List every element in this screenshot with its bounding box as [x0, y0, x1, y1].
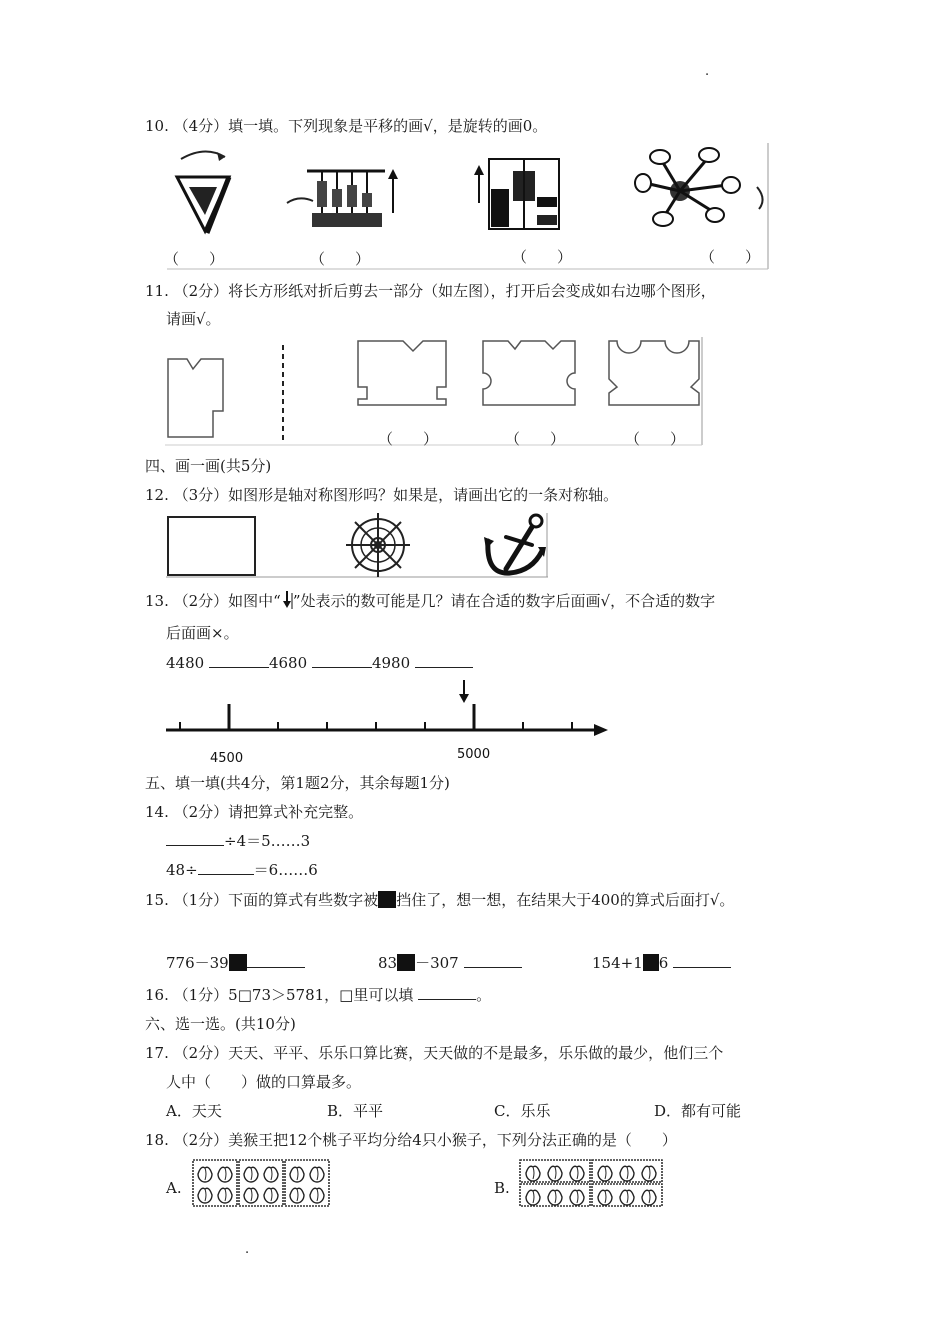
abacus-image — [287, 169, 398, 227]
q13-options — [166, 653, 473, 673]
q16-text — [145, 985, 491, 1005]
q17-text-line1 — [145, 1043, 723, 1063]
q13-option-3: 4980 — [371, 654, 411, 672]
peach-icon — [264, 1188, 278, 1203]
q11-prompt: （2分）将长方形纸对折后剪去一部分（如左图），打开后会变成如右边哪个图形， — [173, 282, 716, 300]
hidden-digit-block-icon — [378, 891, 396, 908]
peach-icon — [310, 1188, 324, 1203]
peach-icon — [244, 1167, 258, 1182]
q15-expr3-a: 154+1 — [592, 954, 643, 972]
peach-icon — [198, 1167, 212, 1182]
q13-prompt-b: ”处表示的数可能是几？请在合适的数字后面画√，不合适的数字 — [292, 592, 716, 610]
q14-equation-1 — [166, 831, 310, 851]
q17-prompt: （2分）天天、平平、乐乐口算比赛，天天做的不是最多，乐乐做的最少，他们三个 — [173, 1044, 724, 1062]
q15-blank-3[interactable] — [673, 953, 731, 968]
peach-icon — [548, 1166, 562, 1181]
q15-blank-2[interactable] — [464, 953, 522, 968]
window-image — [474, 159, 559, 229]
q11-answer-1[interactable]: （ ） — [378, 430, 439, 448]
q17-number: 17. — [145, 1044, 169, 1062]
q12-text — [145, 485, 618, 505]
peach-icon — [290, 1167, 304, 1182]
q15-expression-3 — [592, 953, 731, 973]
q13-prompt-a: （2分）如图中“ — [173, 592, 281, 610]
q16-blank[interactable] — [418, 985, 476, 1000]
section6-title: 六、选一选。(共10分) — [145, 1015, 296, 1033]
q10-answer-1[interactable]: （ ） — [164, 250, 225, 268]
peach-icon — [244, 1188, 258, 1203]
arrow-down-icon — [281, 591, 293, 609]
q18-option-a-peaches-figure[interactable] — [191, 1158, 333, 1210]
windmill-image — [635, 148, 763, 226]
footer-dot: . — [245, 1242, 250, 1257]
q11-answer-2[interactable]: （ ） — [505, 430, 566, 448]
peach-icon — [198, 1188, 212, 1203]
q15-expression-2 — [378, 953, 522, 973]
q15-prompt-b: 挡住了，想一想，在结果大于400的算式后面打√。 — [396, 891, 735, 909]
q14-equation-2 — [166, 860, 318, 880]
q15-text — [145, 890, 734, 910]
peach-icon — [642, 1166, 656, 1181]
q13-blank-3[interactable] — [415, 653, 473, 668]
q18-prompt: （2分）美猴王把12个桃子平均分给4只小猴子，下列分法正确的是（ ） — [173, 1131, 677, 1149]
q13-number: 13. — [145, 592, 169, 610]
q14-eq2-tail: ＝6……6 — [253, 861, 318, 879]
q13-option-1: 4480 — [166, 654, 205, 672]
q11-text-line1 — [145, 281, 716, 301]
q14-prompt: （2分）请把算式补充完整。 — [173, 803, 364, 821]
q15-expression-1 — [166, 953, 305, 973]
q17-option-a[interactable]: A．天天 — [166, 1102, 222, 1120]
peach-icon — [642, 1190, 656, 1205]
q18-option-b-peaches-figure[interactable] — [518, 1158, 664, 1210]
q10-figure-strip — [167, 141, 770, 271]
peach-icon — [526, 1166, 540, 1181]
q14-number: 14. — [145, 803, 169, 821]
peach-icon — [218, 1188, 232, 1203]
anchor-image — [484, 515, 546, 573]
axis-label-5000: 5000 — [457, 747, 491, 762]
number-line — [166, 678, 610, 764]
q10-text — [145, 116, 547, 136]
q15-expr2-b: －307 — [415, 954, 459, 972]
q18-number: 18. — [145, 1131, 169, 1149]
peach-icon — [310, 1167, 324, 1182]
q11-text-line2: 请画√。 — [166, 310, 221, 328]
fan-image — [177, 151, 229, 233]
peach-icon — [570, 1190, 584, 1205]
q16-prompt-a: （1分）5□73＞5781，□里可以填 — [173, 986, 414, 1004]
q14-blank-1[interactable] — [166, 831, 224, 846]
q10-answer-3[interactable]: （ ） — [512, 248, 573, 266]
rectangle-shape — [168, 517, 255, 575]
folded-paper-shape — [168, 359, 223, 437]
q14-text — [145, 802, 363, 822]
hidden-digit-block-icon — [397, 954, 415, 971]
q14-eq1-tail: ÷4＝5……3 — [224, 832, 311, 850]
q17-option-d[interactable]: D．都有可能 — [654, 1102, 742, 1120]
q11-answer-3[interactable]: （ ） — [625, 430, 686, 448]
q13-text — [145, 591, 715, 611]
q15-number: 15. — [145, 891, 169, 909]
hidden-digit-block-icon — [229, 954, 247, 971]
section4-title: 四、画一画(共5分) — [145, 457, 272, 475]
peach-icon — [290, 1188, 304, 1203]
peach-icon — [548, 1190, 562, 1205]
peach-icon — [570, 1166, 584, 1181]
q15-blank-1[interactable] — [247, 953, 305, 968]
section5-title: 五、填一填(共4分，第1题2分，其余每题1分) — [145, 774, 450, 792]
q11-number: 11. — [145, 282, 169, 300]
q16-prompt-b: 。 — [476, 986, 492, 1004]
q10-prompt: （4分）填一填。下列现象是平移的画√，是旋转的画0。 — [173, 117, 548, 135]
peach-icon — [598, 1166, 612, 1181]
axis-label-4500: 4500 — [210, 751, 244, 764]
q17-option-b[interactable]: B．平平 — [327, 1102, 384, 1120]
q14-eq2-head: 48÷ — [166, 861, 198, 879]
peach-icon — [598, 1190, 612, 1205]
peach-icon — [526, 1190, 540, 1205]
hidden-digit-block-icon — [643, 954, 659, 971]
q16-number: 16. — [145, 986, 169, 1004]
q18-option-b-label[interactable]: B. — [494, 1179, 510, 1197]
q14-blank-2[interactable] — [198, 860, 254, 875]
q12-number: 12. — [145, 486, 169, 504]
q15-expr3-b: 6 — [658, 954, 669, 972]
q13-blank-2[interactable] — [312, 653, 372, 668]
q10-answer-4[interactable]: （ ） — [700, 248, 761, 266]
q18-text — [145, 1130, 677, 1150]
q13-option-2: 4680 — [268, 654, 308, 672]
q17-text-line2: 人中（ ）做的口算最多。 — [166, 1073, 362, 1091]
q18-option-a-label[interactable]: A. — [166, 1179, 182, 1197]
peach-icon — [218, 1167, 232, 1182]
q13-blank-1[interactable] — [209, 653, 269, 668]
ship-wheel-image — [346, 513, 410, 577]
q10-number: 10. — [145, 117, 169, 135]
peach-icon — [620, 1166, 634, 1181]
q15-prompt-a: （1分）下面的算式有些数字被 — [173, 891, 379, 909]
q12-figure-strip — [166, 511, 550, 579]
peach-icon — [620, 1190, 634, 1205]
q12-prompt: （3分）如图形是轴对称图形吗？如果是，请画出它的一条对称轴。 — [173, 486, 619, 504]
peach-icon — [264, 1167, 278, 1182]
q15-expr2-a: 83 — [378, 954, 398, 972]
q17-option-c[interactable]: C．乐乐 — [494, 1102, 551, 1120]
q13-text-line2: 后面画×。 — [166, 624, 239, 642]
header-dot: . — [705, 64, 710, 79]
q15-expr1: 776－39 — [166, 954, 229, 972]
q10-answer-2[interactable]: （ ） — [310, 250, 371, 268]
